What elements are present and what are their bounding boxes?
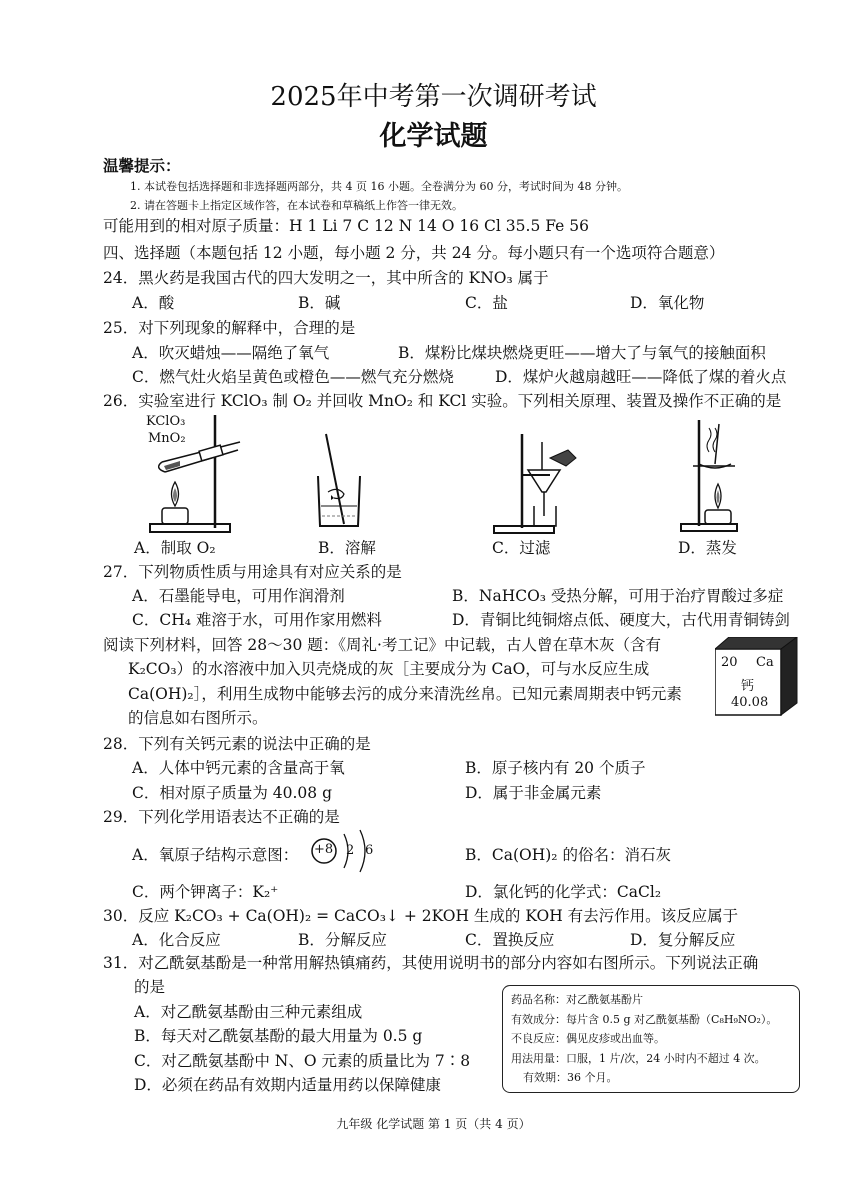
q29-option-a: A．氧原子结构示意图：: [132, 846, 299, 864]
mno2-label: MnO₂: [148, 431, 186, 446]
element-mass: 40.08: [731, 695, 769, 710]
element-number: 20: [721, 655, 738, 670]
q31-option-c: C．对乙酰氨基酚中 N、O 元素的质量比为 7∶8: [134, 1052, 471, 1070]
medicine-label-line-4: 用法用量：口服，1 片/次，24 小时内不超过 4 次。: [511, 1051, 766, 1065]
q25-option-a: A．吹灭蜡烛——隔绝了氧气: [132, 344, 330, 362]
reading-line-2: K₂CO₃）的水溶液中加入贝壳烧成的灰［主要成分为 CaO，可与水反应生成: [128, 660, 650, 678]
tips-heading: 温馨提示：: [103, 156, 181, 175]
medicine-label-line-2: 有效成分：每片含 0.5 g 对乙酰氨基酚（C₈H₉NO₂）。: [511, 1012, 778, 1026]
q25-option-c: C．燃气灶火焰呈黄色或橙色——燃气充分燃烧: [132, 368, 454, 386]
exam-subtitle: 化学试题: [379, 121, 488, 152]
q25-option-d: D．煤炉火越扇越旺——降低了煤的着火点: [495, 368, 787, 386]
q26-option-c: C．过滤: [492, 539, 551, 557]
apparatus-filtration: [490, 430, 580, 534]
medicine-label-line-5: 有效期：36 个月。: [523, 1071, 618, 1084]
tip-2: 2. 请在答题卡上指定区域作答，在本试卷和草稿纸上作答一律无效。: [130, 199, 463, 212]
medicine-label-box: [502, 985, 800, 1093]
apparatus-dissolving: [310, 430, 366, 530]
q28-option-a: A．人体中钙元素的含量高于氧: [132, 759, 345, 777]
reading-line-4: 的信息如右图所示。: [128, 709, 268, 727]
atom-nucleus: +8: [314, 842, 334, 857]
q29-option-c: C．两个钾离子：K₂⁺: [132, 883, 279, 901]
q30-option-b: B．分解反应: [298, 931, 387, 949]
q27-option-c: C．CH₄ 难溶于水，可用作家用燃料: [132, 611, 382, 629]
q25-stem: 25．对下列现象的解释中，合理的是: [103, 319, 356, 337]
q28-option-b: B．原子核内有 20 个质子: [465, 759, 646, 777]
q30-option-a: A．化合反应: [132, 931, 221, 949]
apparatus-evaporation: [675, 416, 745, 534]
q31-option-a: A．对乙酰氨基酚由三种元素组成: [134, 1003, 363, 1021]
q29-option-b: B．Ca(OH)₂ 的俗名：消石灰: [465, 846, 671, 864]
q31-stem-line-1: 31．对乙酰氨基酚是一种常用解热镇痛药，其使用说明书的部分内容如右图所示。下列说法正确: [103, 954, 759, 972]
section-heading: 四、选择题（本题包括 12 小题，每小题 2 分，共 24 分。每小题只有一个选项符合题意）: [103, 244, 725, 262]
medicine-label-line-1: 药品名称：对乙酰氨基酚片: [511, 993, 643, 1006]
q24-option-a: A．酸: [132, 294, 175, 312]
q30-option-c: C．置换反应: [465, 931, 555, 949]
exam-title: 2025年中考第一次调研考试: [270, 82, 597, 112]
q26-option-d: D．蒸发: [678, 539, 737, 557]
q28-stem: 28．下列有关钙元素的说法中正确的是: [103, 735, 371, 753]
q27-option-d: D．青铜比纯铜熔点低、硬度大，古代用青铜铸剑: [452, 611, 790, 629]
q29-option-d: D．氯化钙的化学式：CaCl₂: [465, 883, 662, 901]
q25-option-b: B．煤粉比煤块燃烧更旺——增大了与氧气的接触面积: [398, 344, 766, 362]
q28-option-c: C．相对原子质量为 40.08 g: [132, 784, 333, 802]
reading-line-1: 阅读下列材料，回答 28～30 题：《周礼·考工记》中记载，古人曾在草木灰（含有: [103, 636, 661, 654]
q29-stem: 29．下列化学用语表达不正确的是: [103, 808, 340, 826]
element-symbol: Ca: [756, 655, 774, 670]
apparatus-oxygen-generation: [140, 410, 250, 536]
q27-option-a: A．石墨能导电，可用作润滑剂: [132, 587, 345, 605]
q26-option-a: A．制取 O₂: [134, 539, 216, 557]
q27-option-b: B．NaHCO₃ 受热分解，可用于治疗胃酸过多症: [452, 587, 784, 605]
q28-option-d: D．属于非金属元素: [465, 784, 602, 802]
atom-shell-2: 6: [365, 843, 374, 858]
q30-option-d: D．复分解反应: [630, 931, 736, 949]
q24-option-b: B．碱: [298, 294, 341, 312]
atomic-masses: 可能用到的相对原子质量：H 1 Li 7 C 12 N 14 O 16 Cl 35.5 Fe 56: [103, 217, 589, 235]
q31-option-d: D．必须在药品有效期内适量用药以保障健康: [134, 1076, 441, 1094]
q30-stem: 30．反应 K₂CO₃ + Ca(OH)₂ = CaCO₃↓ + 2KOH 生成的 KOH 有去污作用。该反应属于: [103, 907, 739, 925]
q24-option-c: C．盐: [465, 294, 508, 312]
q27-stem: 27．下列物质性质与用途具有对应关系的是: [103, 563, 402, 581]
reading-line-3: Ca(OH)₂］，利用生成物中能够去污的成分来清洗丝帛。已知元素周期表中钙元素: [128, 685, 682, 703]
element-name: 钙: [741, 679, 755, 694]
tip-1: 1. 本试卷包括选择题和非选择题两部分，共 4 页 16 小题。全卷满分为 60 分，考试时间为 48 分钟。: [130, 180, 628, 193]
q26-option-b: B．溶解: [318, 539, 376, 557]
q24-option-d: D．氧化物: [630, 294, 705, 312]
q24-stem: 24．黑火药是我国古代的四大发明之一，其中所含的 KNO₃ 属于: [103, 269, 549, 287]
atom-shell-1: 2: [346, 843, 355, 858]
q31-stem-line-2: 的是: [134, 978, 166, 996]
q31-option-b: B．每天对乙酰氨基酚的最大用量为 0.5 g: [134, 1027, 423, 1045]
medicine-label-line-3: 不良反应：偶见皮疹或出血等。: [511, 1032, 665, 1045]
q26-stem: 26．实验室进行 KClO₃ 制 O₂ 并回收 MnO₂ 和 KCl 实验。下列相关原理、装置及操作不正确的是: [103, 392, 782, 410]
kclo3-label: KClO₃: [146, 414, 186, 429]
page-footer: 九年级 化学试题 第 1 页（共 4 页）: [336, 1117, 531, 1131]
